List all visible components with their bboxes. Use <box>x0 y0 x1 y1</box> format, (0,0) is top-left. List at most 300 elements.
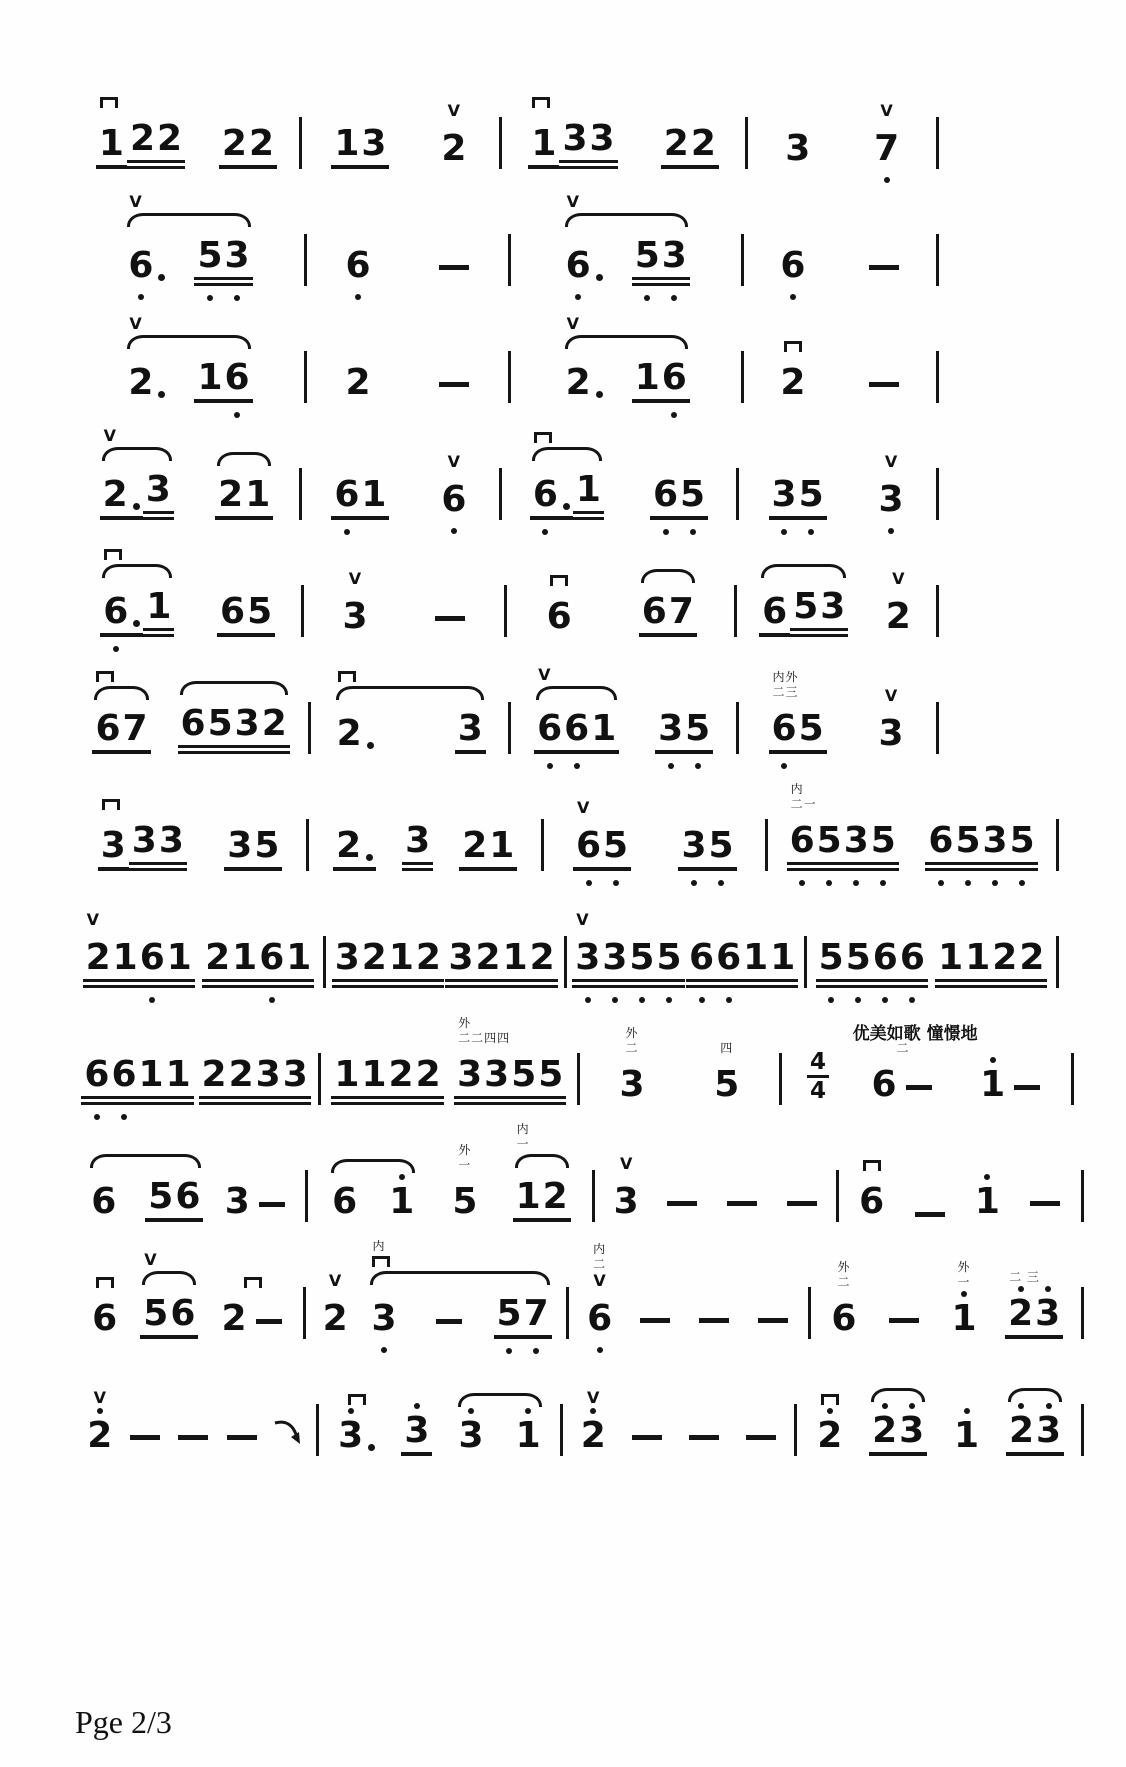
note-group <box>202 931 314 988</box>
note-digit: 2 <box>221 1298 247 1339</box>
measure <box>808 931 1055 988</box>
note <box>578 1416 609 1456</box>
note <box>215 475 273 520</box>
note <box>199 1055 311 1105</box>
note-digit: 3 <box>282 1054 308 1095</box>
down-bow-icon <box>821 1394 839 1405</box>
measure <box>307 1239 565 1339</box>
fingering-annotation <box>1009 1270 1040 1284</box>
note <box>871 129 902 169</box>
note-group <box>977 1058 1046 1105</box>
note-segment-row <box>578 1416 609 1456</box>
note-digit: 6 <box>440 480 467 520</box>
note <box>334 714 377 754</box>
measure <box>75 1154 304 1222</box>
note-digit: 2 <box>205 937 231 978</box>
note-digit: 3 <box>458 1416 485 1456</box>
note-segment-row <box>655 709 713 754</box>
note-segment-row <box>661 124 719 169</box>
octave-dot-above <box>1045 1286 1051 1292</box>
note-digit: 1 <box>388 937 414 978</box>
up-bow-icon: V <box>619 1154 633 1173</box>
note <box>573 470 604 520</box>
octave-dot-below <box>574 763 580 769</box>
note-group <box>100 549 174 637</box>
score-row <box>75 169 940 286</box>
dash-note <box>178 1435 208 1440</box>
augmentation-dot <box>133 620 140 627</box>
note <box>949 1299 980 1339</box>
octave-dot-below <box>113 646 119 652</box>
end-barline <box>936 468 939 520</box>
note-digit: 1 <box>146 586 172 627</box>
note-digit: 3 <box>680 826 707 866</box>
note <box>333 826 376 871</box>
note-digit: 2 <box>992 937 1018 978</box>
note-digit: 5 <box>714 1064 740 1105</box>
annotation-line: 一 <box>458 1157 472 1172</box>
slur <box>761 564 846 578</box>
slur <box>127 213 250 227</box>
note <box>438 129 469 169</box>
score-row <box>75 754 1060 871</box>
slur <box>458 1393 542 1407</box>
note-digit: 1 <box>502 937 528 978</box>
note <box>572 938 684 988</box>
barline <box>592 1170 595 1222</box>
octave-dot-below <box>726 997 732 1003</box>
end-barline <box>1056 936 1059 988</box>
score-row <box>75 637 940 754</box>
note-digit: 6 <box>661 358 688 398</box>
note-group <box>140 1250 198 1339</box>
up-bow-icon: V <box>576 910 589 929</box>
note-group <box>769 670 827 754</box>
barline <box>304 234 307 286</box>
dash-note <box>130 1435 160 1440</box>
slur <box>127 335 250 349</box>
note <box>343 363 374 403</box>
note-segment-row <box>454 1055 566 1105</box>
note-group <box>454 1016 566 1105</box>
note-segment-row <box>871 129 902 169</box>
note <box>224 826 282 871</box>
down-bow-icon <box>96 671 114 682</box>
octave-dot-below <box>855 997 861 1003</box>
note <box>876 714 907 754</box>
note-digit: 6 <box>224 358 251 398</box>
note <box>100 592 143 637</box>
note-segment-row <box>331 475 389 520</box>
down-bow-glyph <box>102 799 120 810</box>
note-group <box>449 1143 480 1222</box>
note <box>92 709 150 754</box>
measure <box>305 569 502 637</box>
octave-dot-above <box>909 1403 915 1409</box>
end-barline <box>936 702 939 754</box>
annotation-line: 外 <box>458 1143 472 1158</box>
octave-dot-below <box>547 763 553 769</box>
note-digit: 1 <box>138 1054 164 1095</box>
note <box>869 1411 927 1456</box>
annotation-line: 二 <box>837 1274 851 1289</box>
measure <box>320 1393 560 1456</box>
annotation-line: 一 <box>957 1274 971 1289</box>
note-digit: 3 <box>224 236 251 276</box>
note-digit: 6 <box>546 596 572 637</box>
note-group <box>678 819 736 871</box>
barline <box>560 1404 563 1456</box>
up-bow-icon: V <box>576 798 590 817</box>
dash-note <box>439 265 469 270</box>
note-segment-row <box>331 124 389 169</box>
score-row <box>75 1105 1085 1222</box>
down-bow-icon <box>348 1394 366 1405</box>
note-segment-row <box>331 1055 443 1105</box>
up-bow-icon: V <box>447 101 461 120</box>
slur <box>871 1388 925 1402</box>
note-group <box>814 1394 845 1456</box>
note-digit: 3 <box>255 1054 281 1095</box>
note-segment-row <box>584 1299 615 1339</box>
octave-dot-above <box>990 1057 996 1063</box>
octave-dot-below <box>853 880 859 886</box>
octave-dot-below <box>269 997 275 1003</box>
note-digit: 3 <box>1034 1294 1061 1334</box>
note <box>650 475 708 520</box>
note-group <box>368 1239 551 1339</box>
note-segment-row <box>368 1294 551 1339</box>
note-segment-row <box>1005 1294 1063 1339</box>
down-bow-glyph <box>96 671 114 682</box>
measure <box>512 314 740 403</box>
note-digit: 5 <box>870 821 897 861</box>
note-group <box>401 1404 432 1456</box>
note-digit: 2 <box>221 123 247 164</box>
slur <box>336 686 484 700</box>
note-digit: 2 <box>361 937 387 978</box>
note-group <box>219 117 277 169</box>
note-digit: 6 <box>95 708 121 749</box>
note-digit: 6 <box>575 826 602 866</box>
octave-dot-below <box>149 997 155 1003</box>
note-group <box>125 192 252 286</box>
note <box>194 236 252 286</box>
note-digit: 6 <box>565 246 592 286</box>
end-barline <box>1071 1053 1074 1105</box>
up-bow-icon: V <box>884 452 898 471</box>
octave-dot-below <box>882 997 888 1003</box>
note-digit: 1 <box>515 1176 541 1217</box>
note-digit: 1 <box>197 357 223 398</box>
note <box>951 1416 982 1456</box>
note <box>513 1177 571 1222</box>
note-segment-row <box>224 826 282 871</box>
end-barline <box>1081 1287 1084 1339</box>
note-group <box>88 1154 203 1222</box>
down-bow-icon <box>338 671 356 682</box>
note <box>222 1182 291 1222</box>
note-digit: 1 <box>974 1182 1001 1222</box>
note-group <box>335 1394 378 1456</box>
augmentation-dot <box>158 274 165 281</box>
note <box>814 1416 845 1456</box>
note <box>459 826 517 871</box>
note-digit: 2 <box>129 118 156 159</box>
barline <box>541 819 544 871</box>
note-segment-row <box>977 1065 1046 1105</box>
annotation-line: 二 <box>896 1040 910 1055</box>
octave-dot-above <box>348 1408 354 1414</box>
note-digit: 2 <box>475 937 501 978</box>
note-digit: 3 <box>574 938 601 978</box>
annotation-line: 外 <box>625 1026 639 1041</box>
down-bow-icon <box>372 1256 390 1267</box>
note <box>217 592 275 637</box>
note-digit: 1 <box>531 123 557 164</box>
note <box>544 597 575 637</box>
annotation-line: 外 <box>458 1016 472 1031</box>
note-digit: 3 <box>370 1299 397 1339</box>
note <box>219 1299 288 1339</box>
note-group <box>935 931 1047 988</box>
note <box>563 363 606 403</box>
note-segment-row <box>445 938 557 988</box>
barline <box>804 936 807 988</box>
note-digit: 1 <box>286 937 312 978</box>
dash-note <box>889 1318 919 1323</box>
note <box>632 358 690 403</box>
note-digit: 1 <box>165 1054 191 1095</box>
measure <box>512 192 740 286</box>
fingering-annotation <box>458 1016 510 1045</box>
octave-dot-below <box>909 997 915 1003</box>
measure <box>783 1023 1070 1105</box>
fingering-annotation <box>720 1041 733 1055</box>
note-group <box>334 671 486 754</box>
note-segment-row <box>222 1182 291 1222</box>
octave-dot-below <box>451 528 457 534</box>
note <box>88 1182 119 1222</box>
note-group <box>343 356 374 403</box>
down-bow-icon <box>534 432 552 443</box>
augmentation-dot <box>563 503 570 510</box>
note-group <box>876 686 907 754</box>
measure <box>745 239 935 286</box>
note-group <box>178 681 290 754</box>
note-digit: 2 <box>388 1054 414 1095</box>
measure <box>327 931 563 988</box>
annotation-line: 二 三 <box>1009 1269 1040 1284</box>
score-row <box>75 988 1075 1105</box>
note-digit: 2 <box>157 118 183 159</box>
note-digit: 1 <box>489 825 515 866</box>
octave-dot-below <box>1019 880 1025 886</box>
note-segment-row <box>98 821 187 871</box>
note-digit: 1 <box>98 123 124 164</box>
note <box>559 119 617 169</box>
note-segment-row <box>438 480 469 520</box>
note-digit: 5 <box>679 475 706 515</box>
barline <box>499 468 502 520</box>
score-row <box>75 286 940 403</box>
down-bow-icon <box>244 1277 262 1288</box>
note <box>972 1182 1003 1222</box>
annotation-line: 内 <box>593 1242 607 1257</box>
note-digit: 3 <box>403 1411 430 1451</box>
note-segment-row <box>876 714 907 754</box>
note-digit: 3 <box>820 586 846 627</box>
slur <box>142 1271 196 1285</box>
octave-dot-above <box>414 1403 420 1409</box>
note <box>335 1416 378 1456</box>
note <box>339 597 370 637</box>
note-digit: 7 <box>668 591 694 632</box>
note-group <box>217 585 275 637</box>
barline <box>741 234 744 286</box>
barline <box>508 702 511 754</box>
note-segment-row <box>125 358 252 403</box>
note-digit: 1 <box>938 937 964 978</box>
measure <box>75 97 298 169</box>
fingering-annotation <box>791 782 817 811</box>
up-bow-icon: V <box>538 665 551 684</box>
note-group <box>711 1041 742 1105</box>
note-segment-row <box>769 709 827 754</box>
score-row <box>75 403 940 520</box>
note <box>194 358 252 403</box>
octave-dot-below <box>671 412 677 418</box>
annotation-line: 二 <box>625 1040 639 1055</box>
up-bow-icon: V <box>328 1271 342 1290</box>
barline <box>741 351 744 403</box>
augmentation-dot <box>366 854 373 861</box>
note <box>331 124 389 169</box>
note-digit: 3 <box>224 1181 250 1222</box>
down-bow-icon <box>100 97 118 108</box>
note-digit: 1 <box>334 1054 360 1095</box>
measure <box>75 314 303 403</box>
note-digit: 3 <box>878 480 905 520</box>
octave-dot-below <box>612 997 618 1003</box>
note-segment-row <box>88 1177 203 1222</box>
down-bow-glyph <box>534 432 552 443</box>
measure <box>840 1160 1080 1222</box>
note <box>1006 1411 1064 1456</box>
octave-dot-above <box>590 1408 596 1414</box>
note-group <box>331 468 389 520</box>
barline <box>566 1287 569 1339</box>
end-barline <box>936 234 939 286</box>
note-digit: 1 <box>166 937 192 978</box>
note-digit: 6 <box>332 1181 358 1222</box>
down-bow-glyph <box>100 97 118 108</box>
octave-dot-below <box>585 997 591 1003</box>
end-barline <box>936 585 939 637</box>
note-digit: 6 <box>688 938 715 978</box>
slur <box>536 686 617 700</box>
note-group <box>782 122 813 169</box>
note-segment-row <box>611 1182 642 1222</box>
note-digit: 2 <box>261 703 287 744</box>
note-digit: 2 <box>871 1411 898 1451</box>
slur <box>102 447 172 461</box>
note-digit: 5 <box>954 821 981 861</box>
note-digit: 3 <box>843 821 870 861</box>
note-segment-row <box>856 1182 887 1222</box>
note-digit: 2 <box>336 713 362 754</box>
barline <box>745 117 748 169</box>
up-bow-icon: V <box>144 1250 157 1269</box>
measure <box>798 1388 1080 1456</box>
note-digit: 6 <box>652 475 679 515</box>
up-bow-icon: V <box>884 686 898 705</box>
measure <box>564 1388 793 1456</box>
octave-dot-above <box>827 1408 833 1414</box>
measure <box>545 798 764 871</box>
up-bow-icon: V <box>566 314 580 333</box>
note-group <box>81 1048 193 1105</box>
barline <box>304 351 307 403</box>
note-segment-row <box>816 938 928 988</box>
note <box>769 709 827 754</box>
note-group <box>972 1175 1003 1222</box>
barline <box>734 585 737 637</box>
note-group <box>199 1048 311 1105</box>
note-digit: 7 <box>523 1294 550 1334</box>
measure <box>303 452 498 520</box>
down-bow-glyph <box>96 1277 114 1288</box>
note-digit: 3 <box>1035 1411 1062 1451</box>
note-digit: 6 <box>110 1055 137 1095</box>
note-digit: 5 <box>798 475 825 515</box>
note-group <box>856 1160 887 1222</box>
note <box>368 1299 399 1339</box>
note-segment-row <box>100 587 174 637</box>
note-digit: 1 <box>361 1054 387 1095</box>
fingering-annotation <box>958 1260 971 1289</box>
note <box>96 124 127 169</box>
dash-note <box>667 1201 697 1206</box>
note-segment-row <box>199 1055 311 1105</box>
note <box>129 821 187 871</box>
slur <box>565 213 688 227</box>
note <box>401 1411 432 1456</box>
note-group <box>89 1277 120 1339</box>
note-digit: 1 <box>361 474 387 515</box>
note <box>935 938 1047 988</box>
note-digit: 5 <box>684 709 711 749</box>
annotation-line: 二三 <box>772 684 799 699</box>
note-digit: 6 <box>83 1055 110 1095</box>
page-number: Pge 2/3 <box>75 1704 172 1740</box>
note-digit: 2 <box>85 937 111 978</box>
note-segment-row <box>215 475 273 520</box>
down-bow-icon <box>863 1160 881 1171</box>
note <box>454 1055 566 1105</box>
note-group <box>563 192 690 286</box>
barline <box>736 468 739 520</box>
measure <box>745 341 935 403</box>
note <box>655 709 713 754</box>
octave-dot-above <box>525 1408 531 1414</box>
octave-dot-below <box>781 763 787 769</box>
note-group <box>100 426 174 520</box>
note <box>787 821 899 871</box>
note-digit: 2 <box>1008 1411 1035 1451</box>
note-segment-row <box>573 826 631 871</box>
note <box>876 480 907 520</box>
